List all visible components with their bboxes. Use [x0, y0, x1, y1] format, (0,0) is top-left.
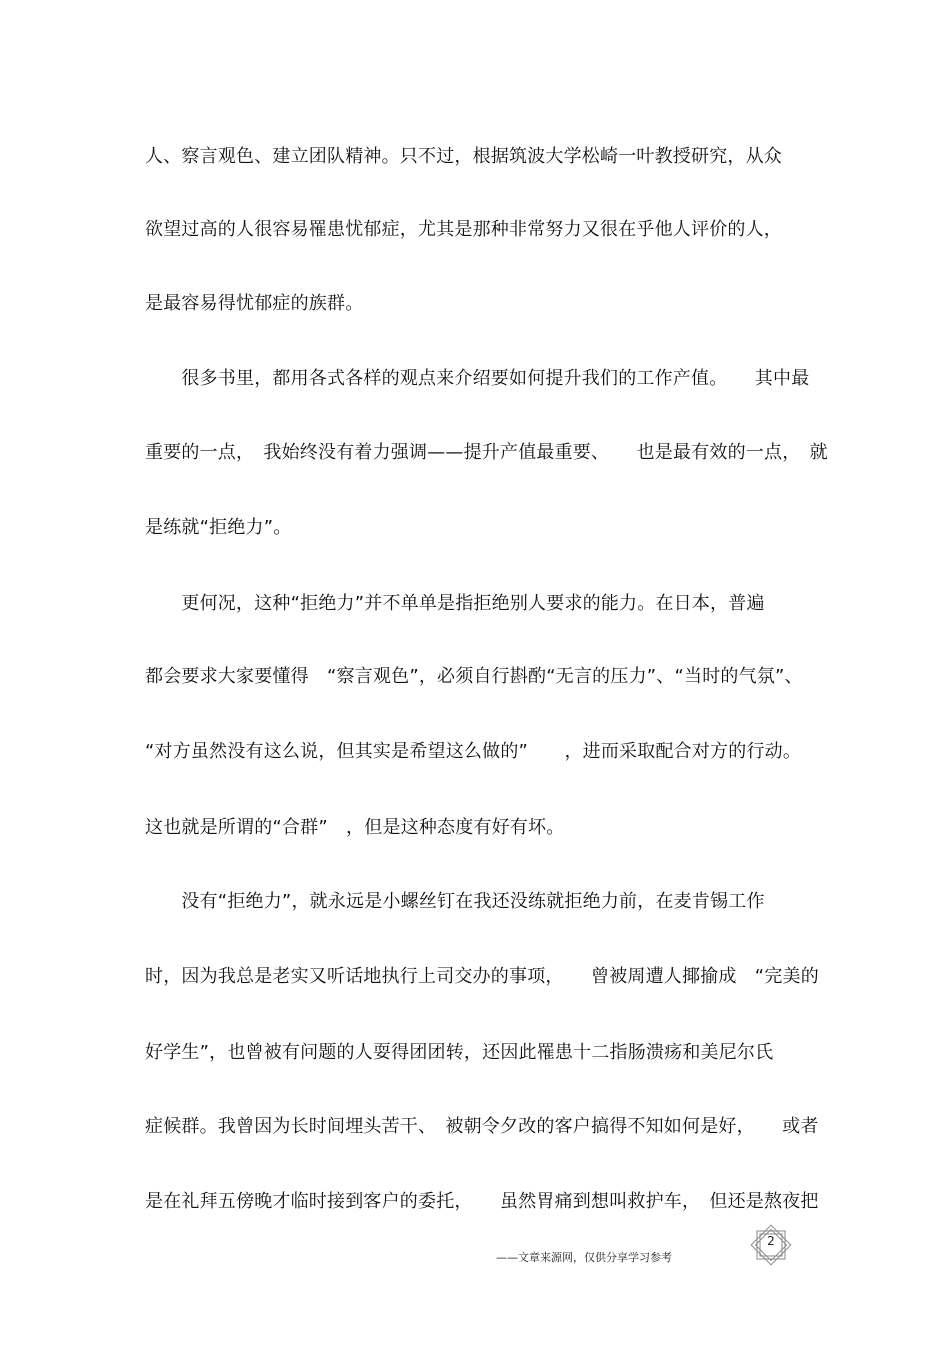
body-text-line: 人、察言观色、建立团队精神。只不过，根据筑波大学松崎一叶教授研究，从众	[145, 146, 782, 167]
body-text-line: 症候群。我曾因为长时间埋头苦干、 被朝令夕改的客户搞得不知如何是好， 或者	[145, 1116, 819, 1137]
body-text-line: 都会要求大家要懂得 “察言观色”，必须自行斟酌“无言的压力”、“当时的气氛”、	[145, 666, 803, 687]
body-text-line: 很多书里，都用各式各样的观点来介绍要如何提升我们的工作产值。 其中最	[145, 368, 810, 389]
body-text-line: 时，因为我总是老实又听话地执行上司交办的事项， 曾被周遭人揶揄成 “完美的	[145, 966, 819, 987]
body-text-line: 是最容易得忧郁症的族群。	[145, 293, 364, 314]
body-text-line: 重要的一点， 我始终没有着力强调——提升产值最重要、 也是最有效的一点， 就	[145, 442, 828, 463]
body-text-line: 是练就“拒绝力”。	[145, 517, 292, 538]
source-note: ——文章来源网，仅供分享学习参考	[496, 1251, 672, 1264]
body-text-line: 没有“拒绝力”，就永远是小螺丝钉在我还没练就拒绝力前，在麦肯锡工作	[145, 891, 765, 912]
body-text-line: 是在礼拜五傍晚才临时接到客户的委托， 虽然胃痛到想叫救护车， 但还是熬夜把	[145, 1191, 819, 1212]
page-number-badge	[748, 1222, 794, 1268]
body-text-line: 好学生”，也曾被有问题的人耍得团团转，还因此罹患十二指肠溃疡和美尼尔氏	[145, 1042, 774, 1063]
body-text-line: 更何况，这种“拒绝力”并不单单是指拒绝别人要求的能力。在日本，普遍	[145, 593, 765, 614]
body-text-line: 欲望过高的人很容易罹患忧郁症，尤其是那种非常努力又很在乎他人评价的人，	[145, 219, 782, 240]
body-text-line: 这也就是所谓的“合群” ，但是这种态度有好有坏。	[145, 817, 565, 838]
page-number: 2	[767, 1234, 775, 1248]
body-text-line: “对方虽然没有这么说，但其实是希望这么做的” ，进而采取配合对方的行动。	[145, 741, 802, 762]
